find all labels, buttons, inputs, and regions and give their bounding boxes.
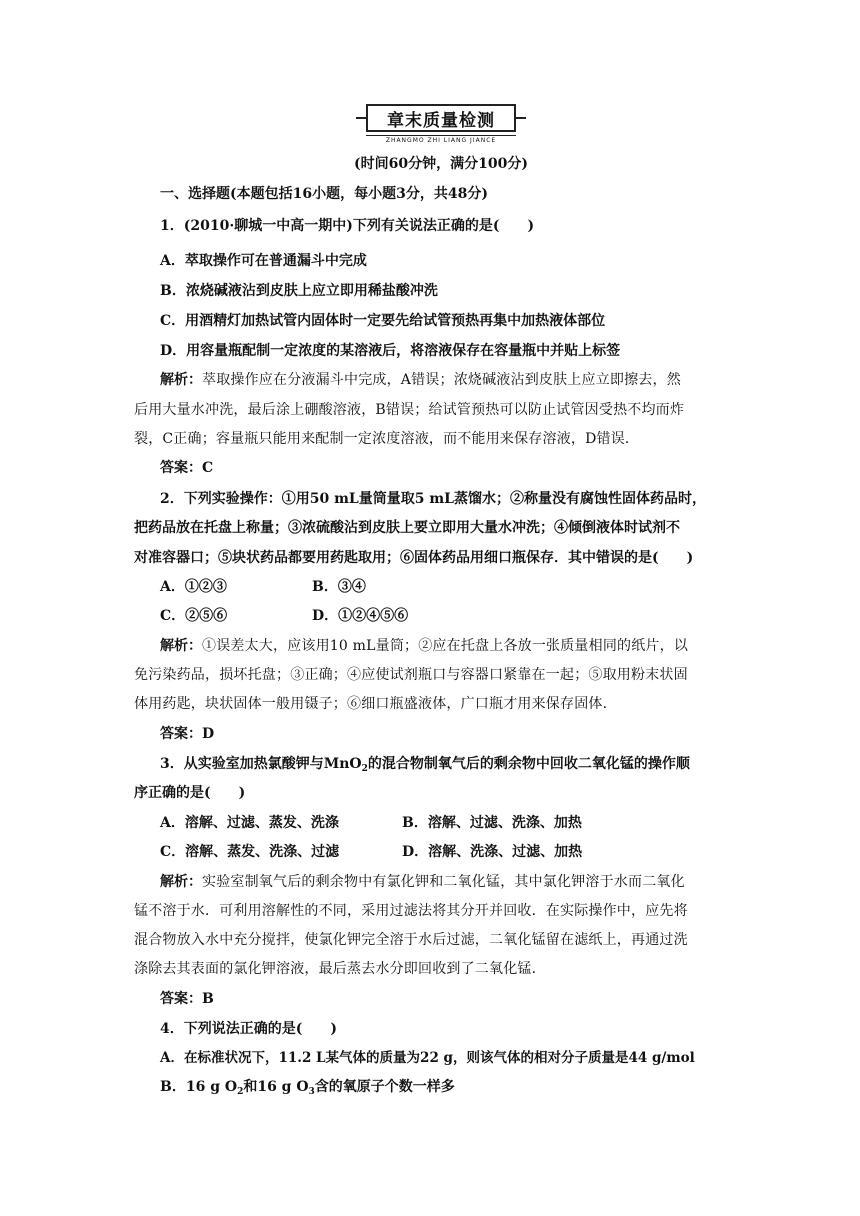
q2-stem-line2: 把药品放在托盘上称量；③浓硫酸沾到皮肤上要立即用大量水冲洗；④倾倒液体时试剂不 xyxy=(134,520,680,536)
q4-option-b-sub2: 3 xyxy=(308,1087,315,1097)
q4-stem: 4．下列说法正确的是( ) xyxy=(160,1021,337,1037)
q2-option-d: D．①②④⑤⑥ xyxy=(312,608,409,624)
q4-option-b-part3: 含的氧原子个数一样多 xyxy=(314,1079,455,1095)
q3-explanation-label: 解析： xyxy=(160,874,202,890)
q2-answer: 答案：D xyxy=(160,726,215,742)
q2-explanation-line1 xyxy=(160,636,688,656)
banner-subtitle: ZHANGMO ZHI LIANG JIANCE xyxy=(366,135,516,144)
q2-option-a: A．①②③ xyxy=(160,579,227,595)
q3-explanation-line3: 混合物放入水中充分搅拌，使氯化钾完全溶于水后过滤，二氧化锰留在滤纸上，再通过洗 xyxy=(134,932,688,948)
q1-option-c: C．用酒精灯加热试管内固体时一定要先给试管预热再集中加热液体部位 xyxy=(160,313,606,329)
q1-stem xyxy=(160,216,534,236)
q4-option-b-part1: B．16 g O xyxy=(160,1079,238,1095)
q4-option-a: A．在标准状况下，11.2 L某气体的质量为22 g，则该气体的相对分子质量是44 g/mol xyxy=(160,1050,695,1066)
q2-option-c: C．②⑤⑥ xyxy=(160,608,228,624)
banner-right-rule xyxy=(516,117,526,119)
q3-explanation-line1 xyxy=(160,872,685,892)
q3-option-a: A．溶解、过滤、蒸发、洗涤 xyxy=(160,815,339,831)
q2-explanation-line3: 体用药匙，块状固体一般用镊子；⑥细口瓶盛液体，广口瓶才用来保存固体． xyxy=(134,696,617,712)
q3-option-d: D．溶解、洗涤、过滤、加热 xyxy=(402,844,583,860)
q3-option-c: C．溶解、蒸发、洗涤、过滤 xyxy=(160,844,340,860)
q1-explanation-text1: 萃取操作应在分液漏斗中完成，A错误；浓烧碱液沾到皮肤上应立即擦去，然 xyxy=(202,372,681,388)
q2-explanation-line2: 免污染药品，损坏托盘；③正确；④应使试剂瓶口与容器口紧靠在一起；⑤取用粉末状固 xyxy=(134,667,688,683)
banner-title: 章末质量检测 xyxy=(366,104,516,132)
q2-explanation-label: 解析： xyxy=(160,638,202,654)
q3-stem-part-b: 的混合物制氧气后的剩余物中回收二氧化锰的操作顺 xyxy=(367,756,690,772)
q3-stem-line2: 序正确的是( ) xyxy=(134,785,246,801)
q1-stem-source: 聊城一中高一期中 xyxy=(234,218,347,234)
banner-left-rule xyxy=(356,117,366,119)
q1-option-b: B．浓烧碱液沾到皮肤上应立即用稀盐酸冲洗 xyxy=(160,283,438,299)
q1-option-a: A．萃取操作可在普通漏斗中完成 xyxy=(160,253,367,269)
q3-explanation-text1: 实验室制氧气后的剩余物中有氯化钾和二氧化锰，其中氯化钾溶于水而二氧化 xyxy=(202,874,685,890)
q4-option-b xyxy=(160,1077,455,1097)
q3-explanation-line2: 锰不溶于水．可利用溶解性的不同，采用过滤法将其分开并回收．在实际操作中，应先将 xyxy=(134,903,688,919)
q2-explanation-text1: ①误差太大，应该用10 mL量筒；②应在托盘上各放一张质量相同的纸片，以 xyxy=(202,638,689,654)
q2-stem-line1: 2．下列实验操作：①用50 mL量筒量取5 mL蒸馏水；②称量没有腐蚀性固体药品时， xyxy=(160,491,707,507)
q1-stem-suffix: )下列有关说法正确的是( ) xyxy=(346,218,535,234)
q3-stem-subscript: 2 xyxy=(361,764,368,774)
q2-option-b: B．③④ xyxy=(312,579,366,595)
chapter-banner xyxy=(356,104,526,150)
q2-stem-line3: 对准容器口；⑤块状药品都要用药匙取用；⑥固体药品用细口瓶保存．其中错误的是( ) xyxy=(134,550,694,566)
q1-explanation-line1 xyxy=(160,370,681,390)
q1-stem-prefix: 1．(2010· xyxy=(160,218,235,234)
q4-option-b-part2: 和16 g O xyxy=(243,1079,309,1095)
q3-answer: 答案：B xyxy=(160,991,214,1007)
q1-option-d: D．用容量瓶配制一定浓度的某溶液后，将溶液保存在容量瓶中并贴上标签 xyxy=(160,343,621,359)
q1-explanation-label: 解析： xyxy=(160,372,202,388)
q3-option-b: B．溶解、过滤、洗涤、加热 xyxy=(402,815,582,831)
q3-explanation-line4: 涤除去其表面的氯化钾溶液，最后蒸去水分即回收到了二氧化锰． xyxy=(134,961,546,977)
q3-stem-part-a: 3．从实验室加热氯酸钾与MnO xyxy=(160,756,362,772)
q1-answer: 答案：C xyxy=(160,460,214,476)
section-heading: 一、选择题(本题包括16小题，每小题3分，共48分) xyxy=(160,186,488,202)
q4-option-b-sub1: 2 xyxy=(237,1087,244,1097)
time-note: (时间60分钟，满分100分) xyxy=(354,156,528,172)
q3-stem-line1 xyxy=(160,754,690,774)
q1-explanation-line3: 裂，C正确；容量瓶只能用来配制一定浓度溶液，而不能用来保存溶液，D错误． xyxy=(134,431,640,447)
q1-explanation-line2: 后用大量水冲洗，最后涂上硼酸溶液，B错误；给试管预热可以防止试管因受热不均而炸 xyxy=(134,402,685,418)
